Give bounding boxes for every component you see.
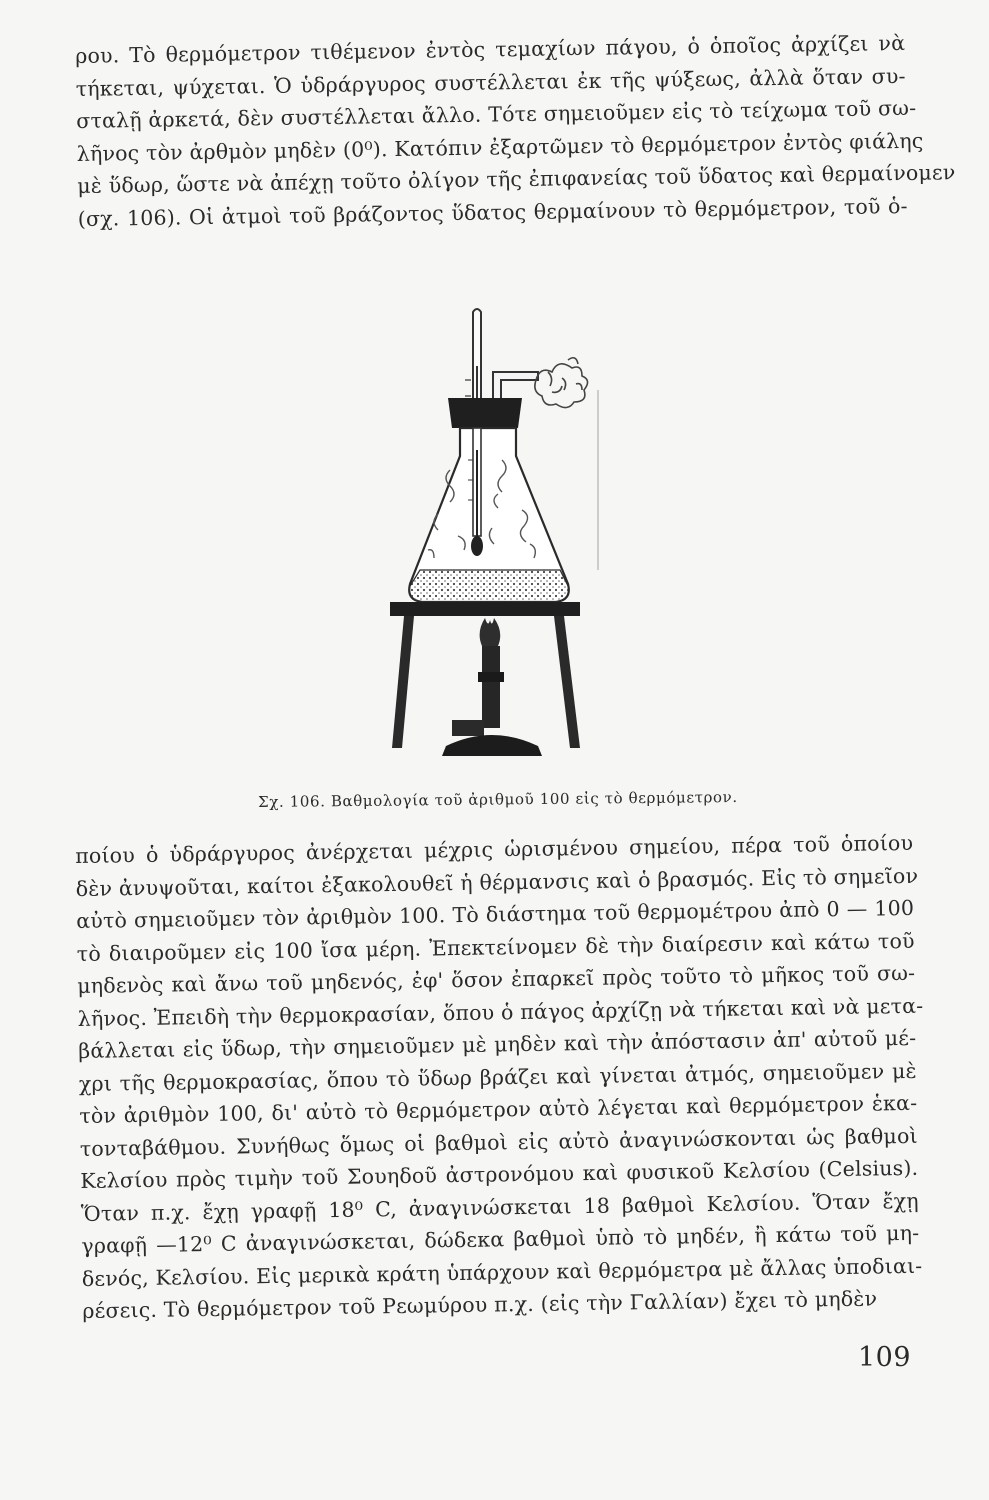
text-line: δὲν ἀνυψοῦται, καίτοι ἐξακολουθεῖ ἡ θέρμανσις καὶ ὁ βρασμός. Εἰς τὸ σημεῖον xyxy=(75,863,919,901)
text-line: δενός, Κελσίου. Εἰς μερικὰ κράτη ὑπάρχουν καὶ θερμόμετρα μὲ ἄλλας ὑποδιαι- xyxy=(81,1253,923,1291)
steam-cloud xyxy=(535,358,588,408)
text-line: χρι τῆς θερμοκρασίας, ὅπου τὸ ὕδωρ βράζει καὶ γίνεται ἀτμός, σημειοῦμεν μὲ xyxy=(78,1058,917,1096)
page-number: 109 xyxy=(858,1342,912,1373)
text-line: ρέσεις. Τὸ θερμόμετρον τοῦ Ρεωμύρου π.χ. (εἰς τὴν Γαλλίαν) ἔχει τὸ μηδὲν xyxy=(82,1286,878,1323)
text-line: τονταβάθμου. Συνήθως ὅμως οἱ βαθμοὶ εἰς αὐτὸ ἀναγινώσκονται ὡς βαθμοὶ xyxy=(79,1123,918,1161)
boiling-water xyxy=(409,570,569,602)
tripod-leg-right xyxy=(554,616,580,748)
text-line: (σχ. 106). Οἱ ἀτμοὶ τοῦ βράζοντος ὕδατος θερμαίνουν τὸ θερμόμετρον, τοῦ ὁ- xyxy=(77,193,908,231)
burner-flame xyxy=(480,618,501,646)
thermometer-bulb xyxy=(471,536,483,556)
text-line: αὐτὸ σημειοῦμεν τὸν ἀριθμὸν 100. Τὸ διάστημα τοῦ θερμομέτρου ἀπὸ 0 — 100 xyxy=(76,895,915,933)
tripod-plate xyxy=(390,602,580,616)
text-line: βάλλεται εἰς ὕδωρ, τὴν σημειοῦμεν μὲ μηδὲν καὶ τὴν ἀπόστασιν ἀπ' αὐτοῦ μέ- xyxy=(78,1025,917,1063)
text-line: τὸν ἀριθμὸν 100, δι' αὐτὸ τὸ θερμόμετρον αὐτὸ λέγεται καὶ θερμόμετρον ἑκα- xyxy=(79,1090,918,1128)
boiling-flask-thermometer-illustration xyxy=(380,300,615,770)
text-line: μὲ ὕδωρ, ὥστε νὰ ἀπέχῃ τοῦτο ὀλίγον τῆς ἐπιφανείας τοῦ ὕδατος καὶ θερμαίνομεν xyxy=(77,160,956,198)
burner-barrel xyxy=(482,646,500,728)
top-paragraph xyxy=(75,27,956,235)
bottom-paragraph xyxy=(75,827,924,1328)
burner-base xyxy=(442,735,542,756)
text-line: ποίου ὁ ὑδράργυρος ἀνέρχεται μέχρις ὡρισμένου σημείου, πέρα τοῦ ὁποίου xyxy=(75,830,914,868)
text-line: Κελσίου πρὸς τιμὴν τοῦ Σουηδοῦ ἀστρονόμου καὶ φυσικοῦ Κελσίου (Celsius). xyxy=(80,1155,919,1193)
text-line: ρου. Τὸ θερμόμετρον τιθέμενον ἐντὸς τεμαχίων πάγου, ὁ ὁποῖος ἀρχίζει νὰ xyxy=(75,30,906,68)
rubber-stopper xyxy=(448,398,522,428)
figure-caption: Σχ. 106. Βαθμολογία τοῦ ἀριθμοῦ 100 εἰς τὸ θερμόμετρον. xyxy=(258,787,738,811)
text-line: λῆνος τὸν ἀρθμὸν μηδὲν (0⁰). Κατόπιν ἐξαρτῶμεν τὸ θερμόμετρον ἐντὸς φιάλης xyxy=(76,128,924,166)
text-line: γραφῇ —12⁰ C ἀναγινώσκεται, δώδεκα βαθμοὶ ὑπὸ τὸ μηδέν, ἢ κάτω τοῦ μη- xyxy=(81,1220,920,1258)
text-line: τὸ διαιροῦμεν εἰς 100 ἴσα μέρη. Ἐπεκτείνομεν δὲ τὴν διαίρεσιν καὶ κάτω τοῦ xyxy=(76,928,915,966)
tripod-leg-left xyxy=(392,616,414,748)
burner-collar xyxy=(478,672,504,682)
text-line: λῆνος. Ἐπειδὴ τὴν θερμοκρασίαν, ὅπου ὁ πάγος ἀρχίζῃ νὰ τήκεται καὶ νὰ μετα- xyxy=(77,993,924,1031)
burner-gas-inlet xyxy=(452,720,484,736)
text-line: σταλῇ ἀρκετά, δὲν συστέλλεται ἄλλο. Τότε σημειοῦμεν εἰς τὸ τείχωμα τοῦ σω- xyxy=(76,95,917,133)
text-line: Ὅταν π.χ. ἔχῃ γραφῇ 18⁰ C, ἀναγινώσκεται 18 βαθμοὶ Κελσίου. Ὅταν ἔχῃ xyxy=(80,1188,919,1226)
text-line: τήκεται, ψύχεται. Ὁ ὑδράργυρος συστέλλεται ἐκ τῆς ψύξεως, ἀλλὰ ὅταν συ- xyxy=(75,63,906,101)
text-line: μηδενὸς καὶ ἄνω τοῦ μηδενός, ἐφ' ὅσον ἐπαρκεῖ πρὸς τοῦτο τὸ μῆκος τοῦ σω- xyxy=(77,960,916,998)
